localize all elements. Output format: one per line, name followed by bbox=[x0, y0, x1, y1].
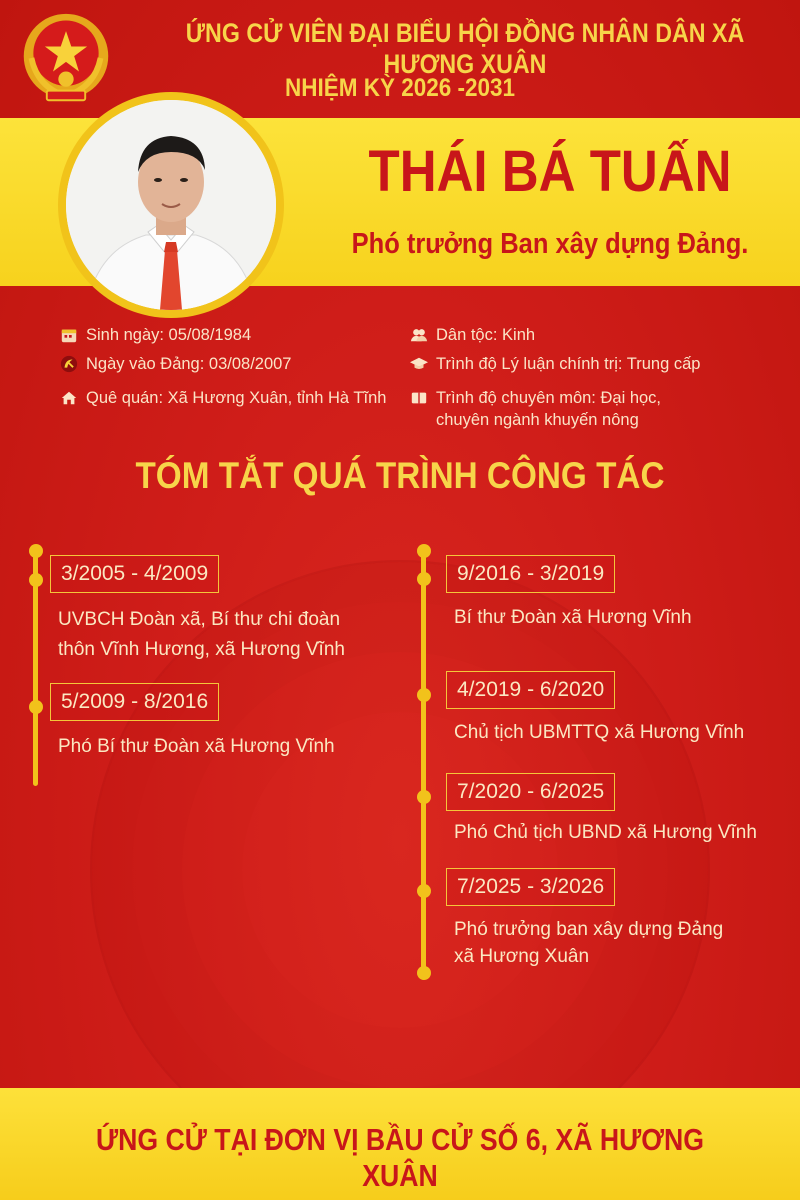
timeline-right-line bbox=[421, 548, 426, 980]
header-title: ỨNG CỬ VIÊN ĐẠI BIỂU HỘI ĐỒNG NHÂN DÂN XÃ HƯƠNG XUÂN bbox=[185, 18, 745, 79]
period-badge: 3/2005 - 4/2009 bbox=[50, 555, 219, 593]
national-emblem-icon bbox=[18, 10, 114, 106]
period-badge: 7/2025 - 3/2026 bbox=[446, 868, 615, 906]
timeline-description: Chủ tịch UBMTTQ xã Hương Vĩnh bbox=[454, 722, 745, 743]
timeline-dot bbox=[417, 572, 431, 586]
timeline-description: Bí thư Đoàn xã Hương Vĩnh bbox=[454, 607, 692, 628]
political-theory-level: Trình độ Lý luận chính trị: Trung cấp bbox=[436, 355, 701, 373]
info-education bbox=[410, 387, 661, 431]
info-party bbox=[60, 353, 292, 375]
info-politics bbox=[410, 353, 700, 375]
timeline-dot bbox=[29, 700, 43, 714]
period-badge: 7/2020 - 6/2025 bbox=[446, 773, 615, 811]
timeline-description: UVBCH Đoàn xã, Bí thư chi đoàn bbox=[58, 609, 341, 630]
timeline-dot bbox=[417, 688, 431, 702]
timeline-description: Phó Bí thư Đoàn xã Hương Vĩnh bbox=[58, 736, 335, 757]
home-icon bbox=[60, 389, 78, 407]
timeline-description: xã Hương Xuân bbox=[454, 946, 590, 967]
timeline-description: Phó trưởng ban xây dựng Đảng bbox=[454, 919, 724, 940]
candidate-role: Phó trưởng Ban xây dựng Đảng. bbox=[351, 228, 749, 260]
timeline-dot bbox=[29, 544, 43, 558]
timeline-dot bbox=[417, 790, 431, 804]
timeline-dot bbox=[417, 966, 431, 980]
education-line-2: chuyên ngành khuyến nông bbox=[436, 411, 639, 429]
birth-date: Sinh ngày: 05/08/1984 bbox=[86, 326, 252, 344]
timeline-dot bbox=[417, 544, 431, 558]
period-badge: 5/2009 - 8/2016 bbox=[50, 683, 219, 721]
graduation-cap-icon bbox=[410, 355, 428, 373]
section-title: TÓM TẮT QUÁ TRÌNH CÔNG TÁC bbox=[135, 455, 665, 496]
info-hometown bbox=[60, 387, 386, 409]
timeline-description: thôn Vĩnh Hương, xã Hương Vĩnh bbox=[58, 639, 345, 660]
hometown: Quê quán: Xã Hương Xuân, tỉnh Hà Tĩnh bbox=[86, 389, 387, 407]
people-icon bbox=[410, 326, 428, 344]
book-icon bbox=[410, 389, 428, 407]
candidate-name: THÁI BÁ TUẤN bbox=[368, 139, 732, 204]
timeline-dot bbox=[417, 884, 431, 898]
party-join-date: Ngày vào Đảng: 03/08/2007 bbox=[86, 355, 292, 373]
electoral-unit-text: ỨNG CỬ TẠI ĐƠN VỊ BẦU CỬ SỐ 6, XÃ HƯƠNG XUÂN bbox=[96, 1122, 704, 1193]
info-ethnicity bbox=[410, 324, 535, 346]
calendar-icon bbox=[60, 326, 78, 344]
period-badge: 9/2016 - 3/2019 bbox=[446, 555, 615, 593]
candidate-photo bbox=[66, 100, 276, 310]
timeline-dot bbox=[29, 573, 43, 587]
education-line-1: Trình độ chuyên môn: Đại học, bbox=[436, 389, 662, 407]
ethnicity: Dân tộc: Kinh bbox=[436, 326, 536, 344]
hammer-sickle-icon bbox=[60, 355, 78, 373]
period-badge: 4/2019 - 6/2020 bbox=[446, 671, 615, 709]
term-subtitle: NHIỆM KỲ 2026 -2031 bbox=[284, 74, 516, 102]
timeline-description: Phó Chủ tịch UBND xã Hương Vĩnh bbox=[454, 822, 757, 843]
avatar-frame bbox=[58, 92, 284, 318]
info-birth bbox=[60, 324, 251, 346]
